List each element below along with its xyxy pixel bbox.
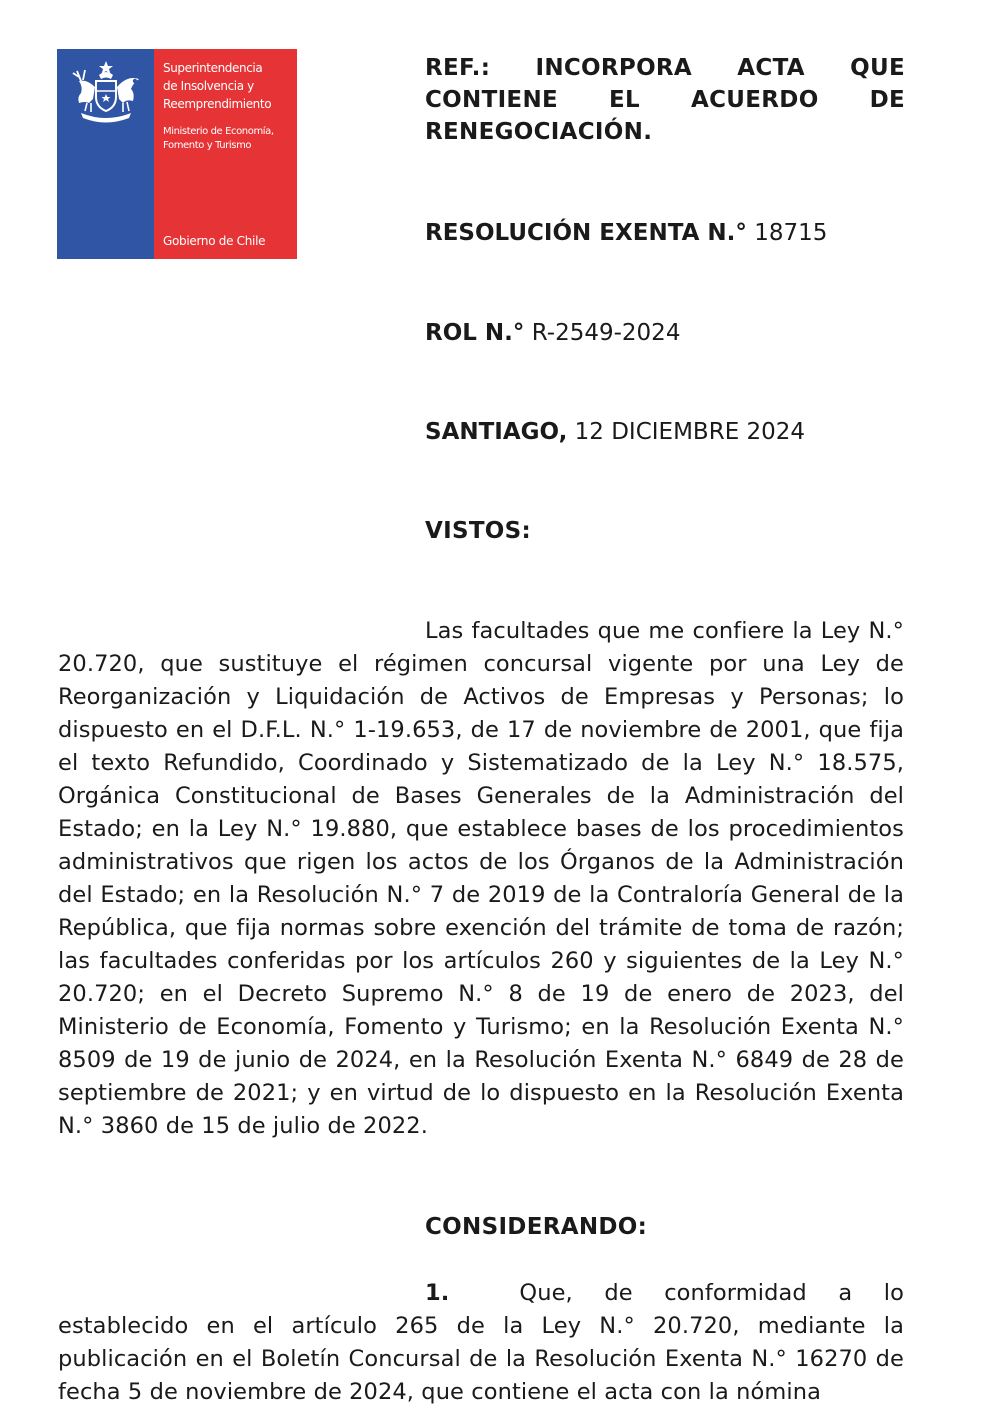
considerando-item-text: Que, de conformidad a lo establecido en el artículo 265 de la Ley N.° 20.720, mediante la publicación en el Boletín Concursal de la Resolución Exenta N.° 16270 de fecha 5 de noviembre de 2024, que contiene el acta con la nómina <box>58 1280 904 1405</box>
logo-ministry-name: Ministerio de Economía, Fomento y Turismo <box>163 126 274 151</box>
place-date-line <box>425 416 925 448</box>
considerando-item-1 <box>58 1277 904 1409</box>
document-date: 12 DICIEMBRE 2024 <box>574 419 806 445</box>
resolution-label: RESOLUCIÓN EXENTA N.° <box>425 220 747 246</box>
logo-blue-panel <box>57 49 154 259</box>
vistos-heading: VISTOS: <box>425 518 532 544</box>
rol-line <box>425 317 925 349</box>
rol-number: R-2549-2024 <box>531 320 681 346</box>
logo-red-panel <box>154 49 297 259</box>
resolution-number: 18715 <box>754 220 828 246</box>
rol-label: ROL N.° <box>425 320 525 346</box>
institution-logo <box>57 49 297 259</box>
reference-subject: REF.: INCORPORA ACTA QUE CONTIENE EL ACUERDO DE RENEGOCIACIÓN. <box>425 55 905 145</box>
considerando-heading: CONSIDERANDO: <box>425 1214 648 1240</box>
place-label: SANTIAGO, <box>425 419 568 445</box>
considerando-item-number: 1. <box>425 1280 450 1306</box>
resolution-number-line <box>425 217 925 249</box>
logo-agency-name: Superintendencia de Insolvencia y Reemprendimiento <box>163 61 272 111</box>
vistos-paragraph: Las facultades que me confiere la Ley N.° 20.720, que sustituye el régimen concursal vigente por una Ley de Reorganización y Liquidación de Activos de Empresas y Personas; lo dispuesto en el D.F.L. N.° 1-19.653, de 17 de noviembre de 2001, que fija el texto Refundido, Coordinado y Sistematizado de la Ley N.° 18.575, Orgánica Constitucional de Bases Generales de la Administración del Estado; en la Ley N.° 19.880, que establece bases de los procedimientos administrativos que rigen los actos de los Órganos de la Administración del Estado; en la Resolución N.° 7 de 2019 de la Contraloría General de la República, que fija normas sobre exención del trámite de toma de razón; las facultades conferidas por los artículos 260 y siguientes de la Ley N.° 20.720; en el Decreto Supremo N.° 8 de 19 de enero de 2023, del Ministerio de Economía, Fomento y Turismo; en la Resolución Exenta N.° 8509 de 19 de junio de 2024, en la Resolución Exenta N.° 6849 de 28 de septiembre de 2021; y en virtud de lo dispuesto en la Resolución Exenta N.° 3860 de 15 de julio de 2022. <box>58 618 904 1139</box>
logo-government-name: Gobierno de Chile <box>163 234 266 248</box>
chile-coat-of-arms-icon <box>65 57 147 129</box>
